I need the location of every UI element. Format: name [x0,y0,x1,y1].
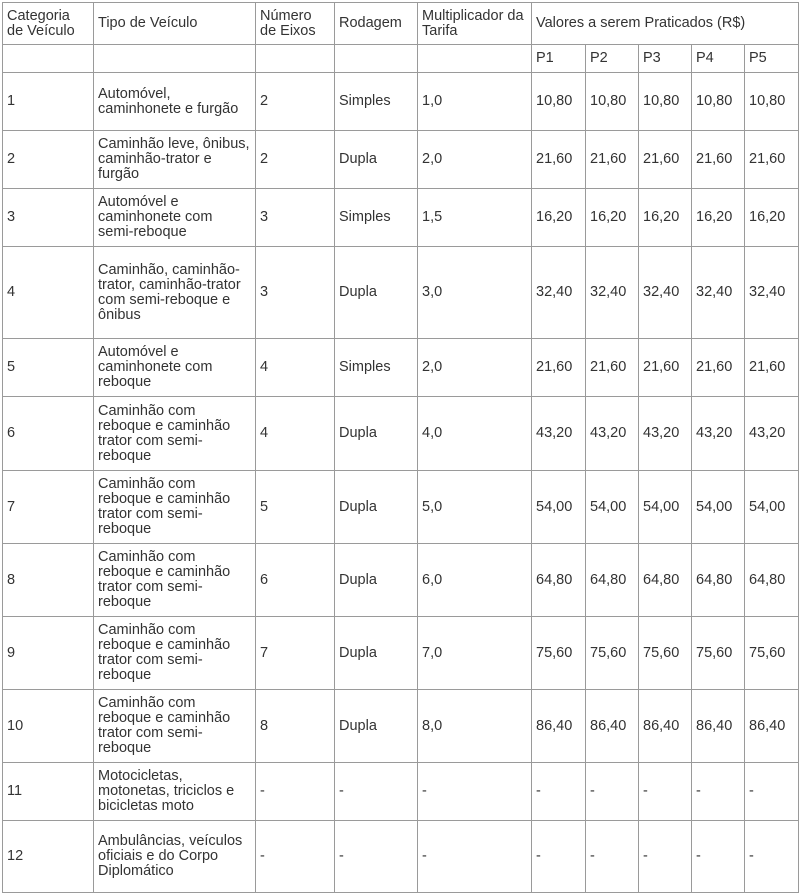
cell-p5: 54,00 [745,471,799,544]
table-row [3,544,799,617]
cell-rodagem: Simples [335,339,418,397]
cell-p1: 43,20 [532,397,586,471]
cell-p2: 16,20 [586,189,639,247]
cell-p3: 16,20 [639,189,692,247]
header-categoria: Categoria de Veículo [3,3,94,45]
cell-p5: 64,80 [745,544,799,617]
cell-categoria: 12 [3,821,94,893]
cell-categoria: 1 [3,73,94,131]
subheader-row [3,45,799,73]
cell-p1: 64,80 [532,544,586,617]
subheader-empty-cell [256,45,335,73]
cell-eixos: 7 [256,617,335,690]
cell-p2: 75,60 [586,617,639,690]
cell-multiplicador: 1,0 [418,73,532,131]
cell-p3: 75,60 [639,617,692,690]
cell-categoria: 6 [3,397,94,471]
cell-p3: 21,60 [639,131,692,189]
cell-p4: 10,80 [692,73,745,131]
cell-tipo: Automóvel e caminhonete com semi-reboque [94,189,256,247]
cell-categoria: 4 [3,247,94,339]
cell-p5: 75,60 [745,617,799,690]
cell-multiplicador: 6,0 [418,544,532,617]
subheader-empty-cell [3,45,94,73]
cell-categoria: 8 [3,544,94,617]
header-p4: P4 [692,45,745,73]
toll-table [2,2,799,893]
cell-multiplicador: 4,0 [418,397,532,471]
cell-p1: 75,60 [532,617,586,690]
cell-p4: 64,80 [692,544,745,617]
cell-p3: 43,20 [639,397,692,471]
cell-p1: 21,60 [532,131,586,189]
cell-p2: 64,80 [586,544,639,617]
cell-p4: - [692,763,745,821]
table-row [3,821,799,893]
cell-p5: 86,40 [745,690,799,763]
table-row [3,397,799,471]
cell-p1: 86,40 [532,690,586,763]
cell-p2: 32,40 [586,247,639,339]
cell-eixos: 2 [256,131,335,189]
cell-p1: 54,00 [532,471,586,544]
cell-multiplicador: 1,5 [418,189,532,247]
cell-multiplicador: 7,0 [418,617,532,690]
cell-p3: 21,60 [639,339,692,397]
header-p2: P2 [586,45,639,73]
cell-tipo: Caminhão com reboque e caminhão trator com semi-reboque [94,471,256,544]
cell-tipo: Ambulâncias, veículos oficiais e do Corpo Diplomático [94,821,256,893]
cell-eixos: 3 [256,189,335,247]
cell-p3: 86,40 [639,690,692,763]
cell-p3: 32,40 [639,247,692,339]
table-row [3,471,799,544]
cell-tipo: Caminhão com reboque e caminhão trator com semi-reboque [94,397,256,471]
cell-rodagem: Dupla [335,131,418,189]
cell-p2: - [586,821,639,893]
cell-multiplicador: - [418,763,532,821]
cell-p5: - [745,821,799,893]
table-row [3,73,799,131]
cell-multiplicador: 2,0 [418,339,532,397]
cell-tipo: Motocicletas, motonetas, triciclos e bicicletas moto [94,763,256,821]
cell-p1: - [532,763,586,821]
cell-p5: 43,20 [745,397,799,471]
cell-categoria: 3 [3,189,94,247]
header-rodagem: Rodagem [335,3,418,45]
table-row [3,247,799,339]
cell-eixos: 5 [256,471,335,544]
cell-eixos: 2 [256,73,335,131]
cell-p3: - [639,763,692,821]
cell-p4: 43,20 [692,397,745,471]
cell-rodagem: Dupla [335,617,418,690]
table-row [3,617,799,690]
cell-p1: 32,40 [532,247,586,339]
subheader-empty-cell [418,45,532,73]
cell-p2: - [586,763,639,821]
cell-rodagem: Dupla [335,690,418,763]
header-p5: P5 [745,45,799,73]
cell-p4: 32,40 [692,247,745,339]
cell-p1: 10,80 [532,73,586,131]
cell-eixos: 8 [256,690,335,763]
cell-rodagem: Simples [335,189,418,247]
cell-p2: 21,60 [586,131,639,189]
header-multiplicador: Multiplicador da Tarifa [418,3,532,45]
header-p1: P1 [532,45,586,73]
cell-categoria: 10 [3,690,94,763]
cell-tipo: Caminhão com reboque e caminhão trator com semi-reboque [94,544,256,617]
cell-tipo: Caminhão leve, ônibus, caminhão-trator e furgão [94,131,256,189]
cell-p4: 54,00 [692,471,745,544]
cell-p3: 64,80 [639,544,692,617]
cell-eixos: - [256,763,335,821]
cell-categoria: 2 [3,131,94,189]
cell-eixos: 3 [256,247,335,339]
cell-tipo: Automóvel, caminhonete e furgão [94,73,256,131]
cell-rodagem: Dupla [335,471,418,544]
cell-multiplicador: 3,0 [418,247,532,339]
cell-p5: - [745,763,799,821]
cell-p2: 86,40 [586,690,639,763]
header-p3: P3 [639,45,692,73]
cell-p4: 16,20 [692,189,745,247]
cell-rodagem: Dupla [335,544,418,617]
header-valores: Valores a serem Praticados (R$) [532,3,799,45]
cell-p1: - [532,821,586,893]
cell-p4: 86,40 [692,690,745,763]
header-row [3,3,799,45]
cell-categoria: 11 [3,763,94,821]
table-body [3,3,799,893]
cell-tipo: Caminhão, caminhão-trator, caminhão-trator com semi-reboque e ônibus [94,247,256,339]
table-row [3,339,799,397]
cell-tipo: Caminhão com reboque e caminhão trator com semi-reboque [94,617,256,690]
cell-p2: 10,80 [586,73,639,131]
table-row [3,763,799,821]
cell-p3: - [639,821,692,893]
cell-p4: 75,60 [692,617,745,690]
header-eixos: Número de Eixos [256,3,335,45]
cell-p3: 54,00 [639,471,692,544]
cell-tipo: Automóvel e caminhonete com reboque [94,339,256,397]
cell-categoria: 5 [3,339,94,397]
table-row [3,131,799,189]
cell-p1: 21,60 [532,339,586,397]
cell-p4: 21,60 [692,131,745,189]
cell-p4: 21,60 [692,339,745,397]
cell-multiplicador: 5,0 [418,471,532,544]
cell-p5: 10,80 [745,73,799,131]
cell-eixos: 4 [256,397,335,471]
cell-multiplicador: - [418,821,532,893]
table-row [3,189,799,247]
cell-eixos: 6 [256,544,335,617]
cell-p2: 43,20 [586,397,639,471]
cell-rodagem: Dupla [335,247,418,339]
cell-eixos: 4 [256,339,335,397]
cell-rodagem: Simples [335,73,418,131]
cell-rodagem: Dupla [335,397,418,471]
cell-categoria: 9 [3,617,94,690]
cell-categoria: 7 [3,471,94,544]
cell-p2: 54,00 [586,471,639,544]
cell-p4: - [692,821,745,893]
cell-p3: 10,80 [639,73,692,131]
cell-eixos: - [256,821,335,893]
cell-p5: 32,40 [745,247,799,339]
subheader-empty-cell [94,45,256,73]
cell-tipo: Caminhão com reboque e caminhão trator com semi-reboque [94,690,256,763]
cell-p2: 21,60 [586,339,639,397]
cell-p5: 16,20 [745,189,799,247]
cell-multiplicador: 2,0 [418,131,532,189]
cell-multiplicador: 8,0 [418,690,532,763]
cell-rodagem: - [335,763,418,821]
cell-p5: 21,60 [745,339,799,397]
subheader-empty-cell [335,45,418,73]
cell-p5: 21,60 [745,131,799,189]
cell-rodagem: - [335,821,418,893]
table-row [3,690,799,763]
header-tipo: Tipo de Veículo [94,3,256,45]
cell-p1: 16,20 [532,189,586,247]
